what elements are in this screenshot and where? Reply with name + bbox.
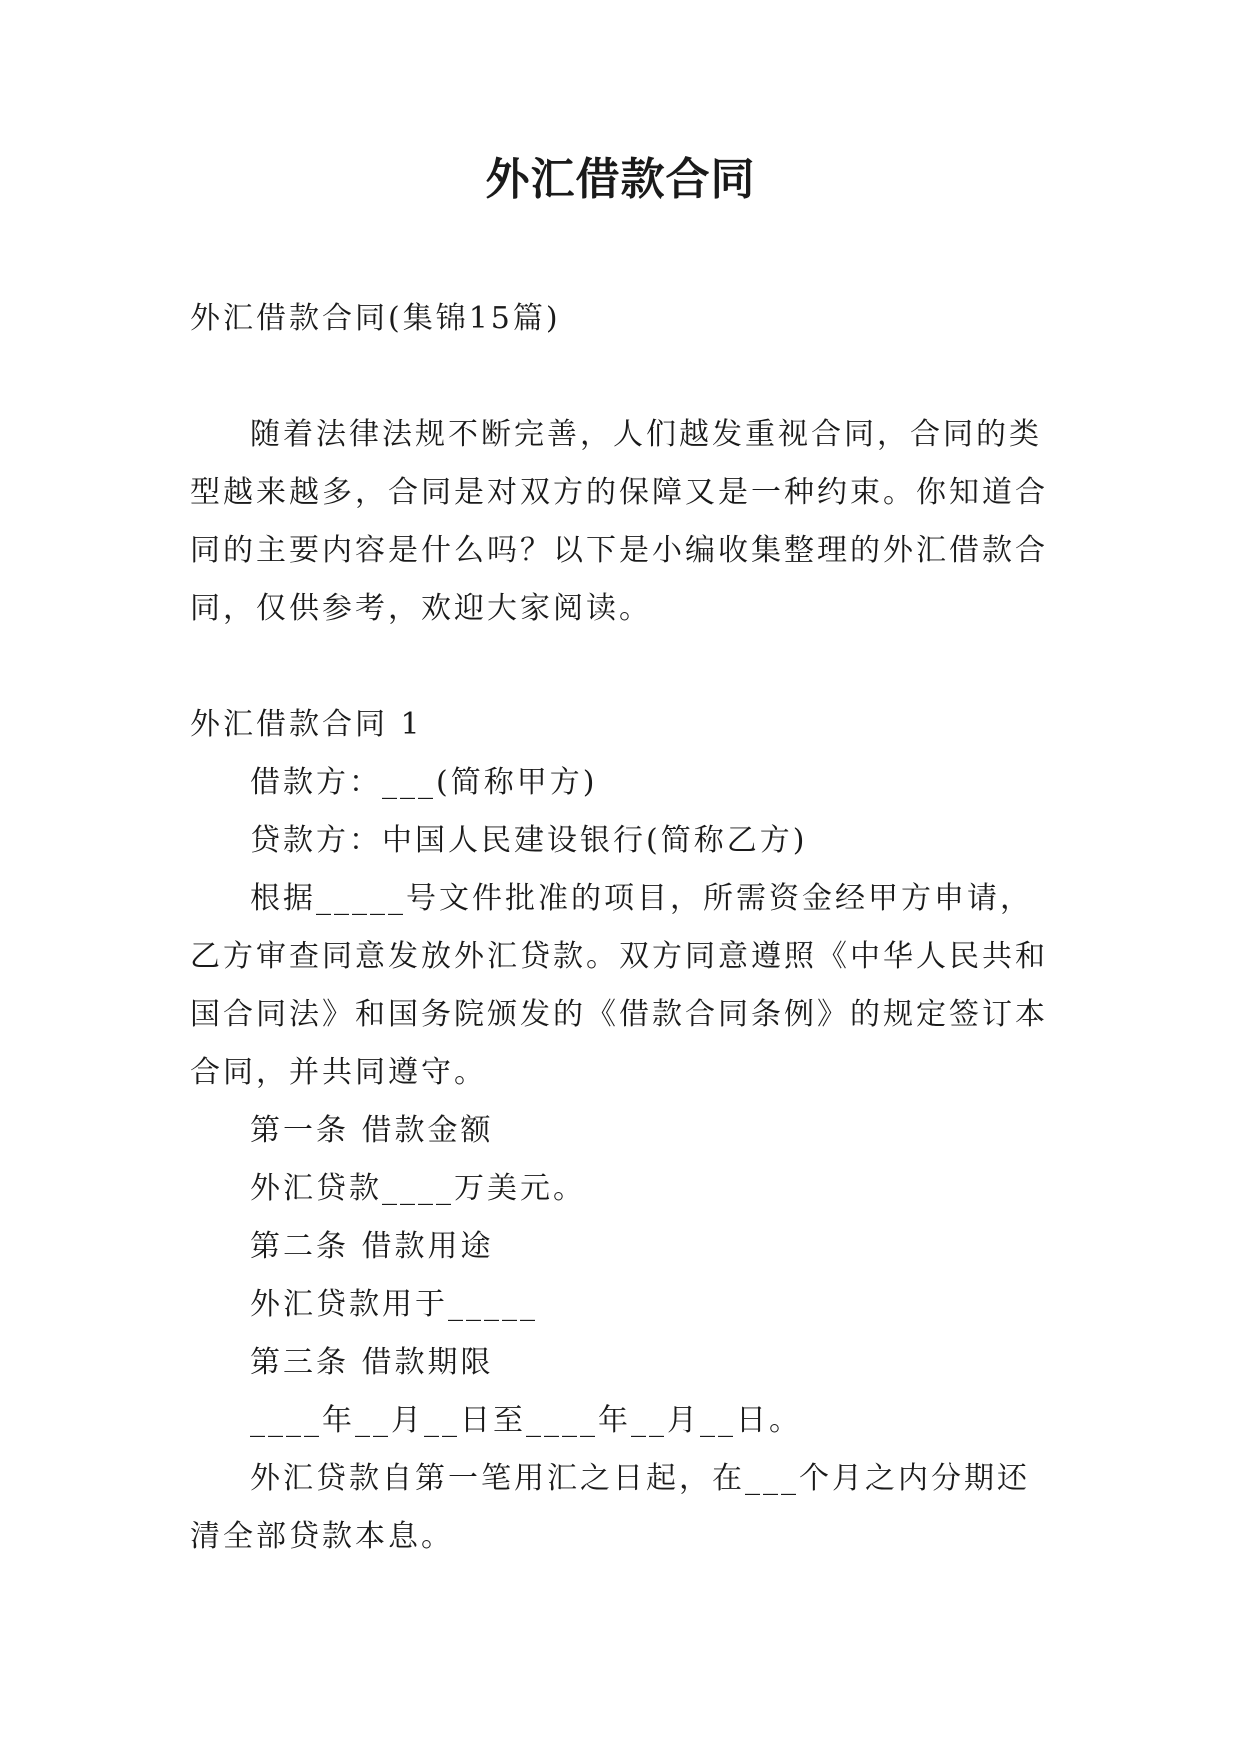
document-body	[190, 290, 1050, 1566]
article2-title: 第二条 借款用途	[250, 1229, 494, 1264]
document-subtitle: 外汇借款合同(集锦15篇)	[190, 301, 561, 336]
article3-title: 第三条 借款期限	[250, 1345, 494, 1380]
article1-title: 第一条 借款金额	[250, 1113, 494, 1148]
article3-dates: ____年__月__日至____年__月__日。	[250, 1403, 802, 1438]
document-title: 外汇借款合同	[485, 154, 756, 205]
article2-text: 外汇贷款用于_____	[250, 1287, 538, 1322]
lender-line: 贷款方：中国人民建设银行(简称乙方)	[250, 823, 808, 858]
article3-text: 外汇贷款自第一笔用汇之日起，在___个月之内分期还清全部贷款本息。	[190, 1461, 1030, 1554]
basis-paragraph: 根据_____号文件批准的项目，所需资金经甲方申请，乙方审查同意发放外汇贷款。双方同意遵照《中华人民共和国合同法》和国务院颁发的《借款合同条例》的规定签订本合同，并共同遵守。	[190, 881, 1048, 1090]
section-heading: 外汇借款合同 1	[190, 707, 423, 742]
article1-text: 外汇贷款____万美元。	[250, 1171, 586, 1206]
borrower-line: 借款方：___(简称甲方)	[250, 765, 598, 800]
intro-paragraph: 随着法律法规不断完善，人们越发重视合同，合同的类型越来越多，合同是对双方的保障又是一种约束。你知道合同的主要内容是什么吗？以下是小编收集整理的外汇借款合同，仅供参考，欢迎大家阅读。	[190, 417, 1048, 626]
